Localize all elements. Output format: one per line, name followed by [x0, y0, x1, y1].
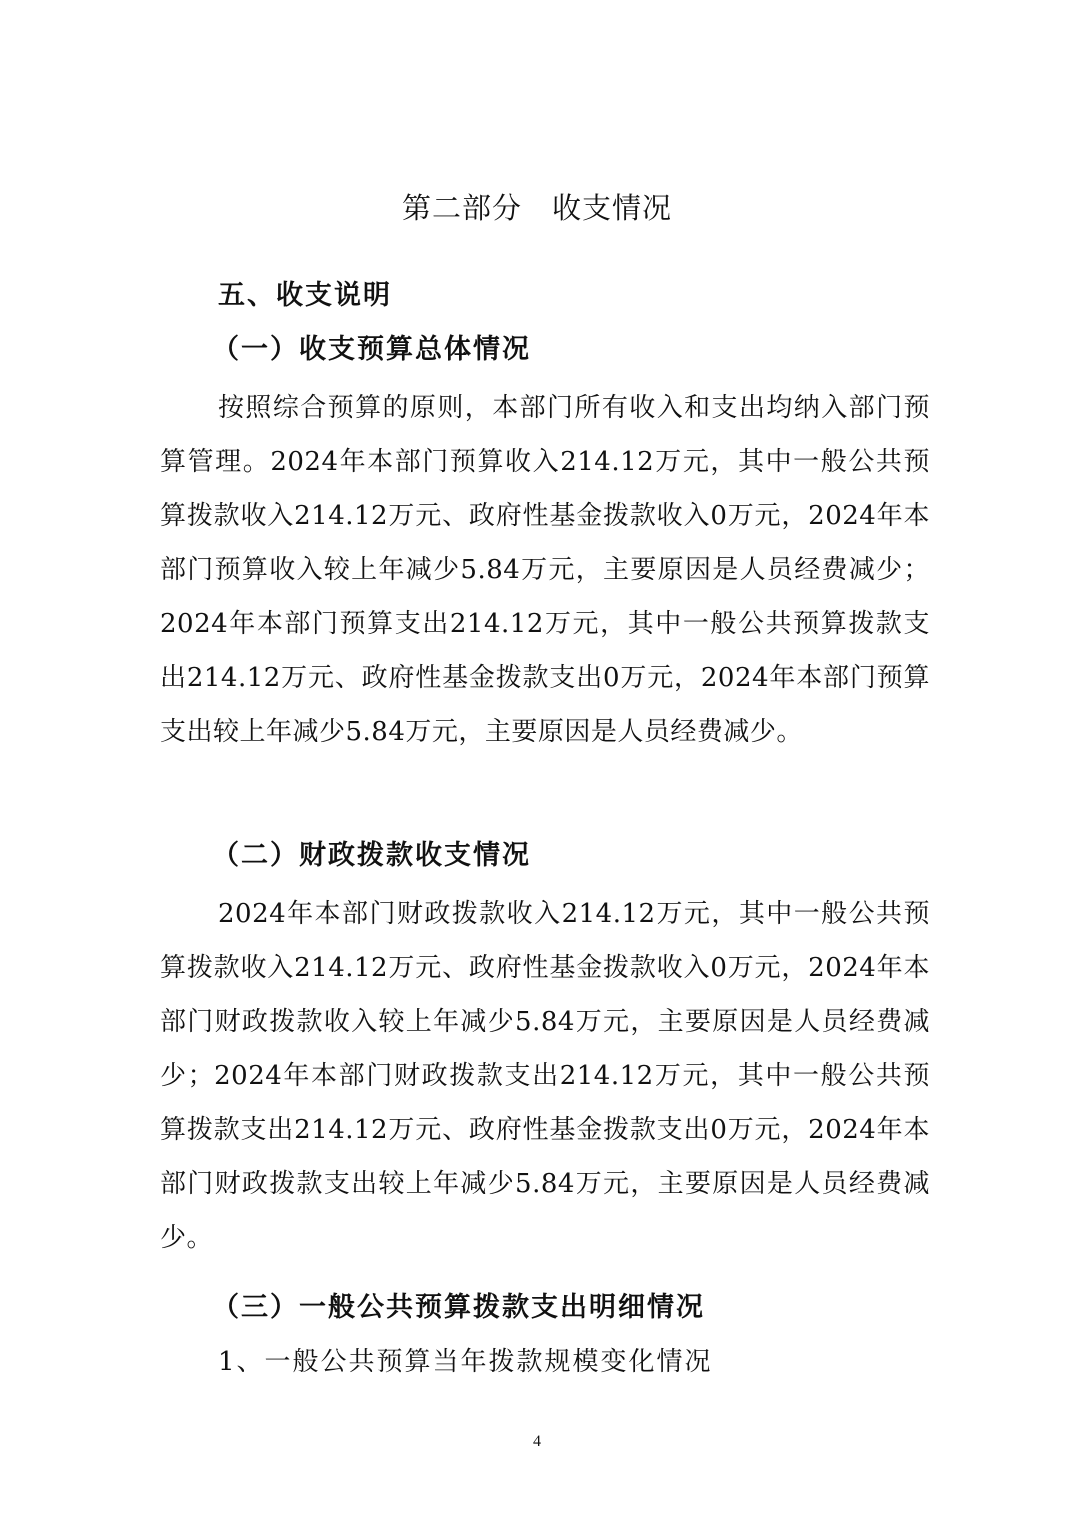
section-heading: 五、收支说明 — [218, 280, 392, 311]
subsection-heading-2: （二）财政拨款收支情况 — [212, 840, 531, 871]
page-number: 4 — [533, 1433, 541, 1450]
paragraph: 2024年本部门财政拨款收入214.12万元，其中一般公共预算拨款收入214.12万元、政府性基金拨款收入0万元，2024年本部门财政拨款收入较上年减少5.84万元，主要原因是人员经费减少；2024年本部门财政拨款支出214.12万元，其中一般公共预算拨款支出214.12万元、政府性基金拨款支出0万元，2024年本部门财政拨款支出较上年减少5.84万元，主要原因是人员经费减少。 — [160, 899, 930, 1253]
subsection-1-body — [160, 381, 930, 759]
paragraph: 按照综合预算的原则，本部门所有收入和支出均纳入部门预算管理。2024年本部门预算收入214.12万元，其中一般公共预算拨款收入214.12万元、政府性基金拨款收入0万元，2024年本部门预算收入较上年减少5.84万元，主要原因是人员经费减少；2024年本部门预算支出214.12万元，其中一般公共预算拨款支出214.12万元、政府性基金拨款支出0万元，2024年本部门预算支出较上年减少5.84万元，主要原因是人员经费减少。 — [160, 393, 930, 747]
subsection-heading-3: （三）一般公共预算拨款支出明细情况 — [212, 1292, 705, 1323]
part-title: 第二部分 收支情况 — [401, 191, 672, 225]
subsection-heading-1: （一）收支预算总体情况 — [212, 334, 531, 365]
list-item: 1、一般公共预算当年拨款规模变化情况 — [218, 1347, 713, 1377]
subsection-2-body — [160, 887, 930, 1265]
